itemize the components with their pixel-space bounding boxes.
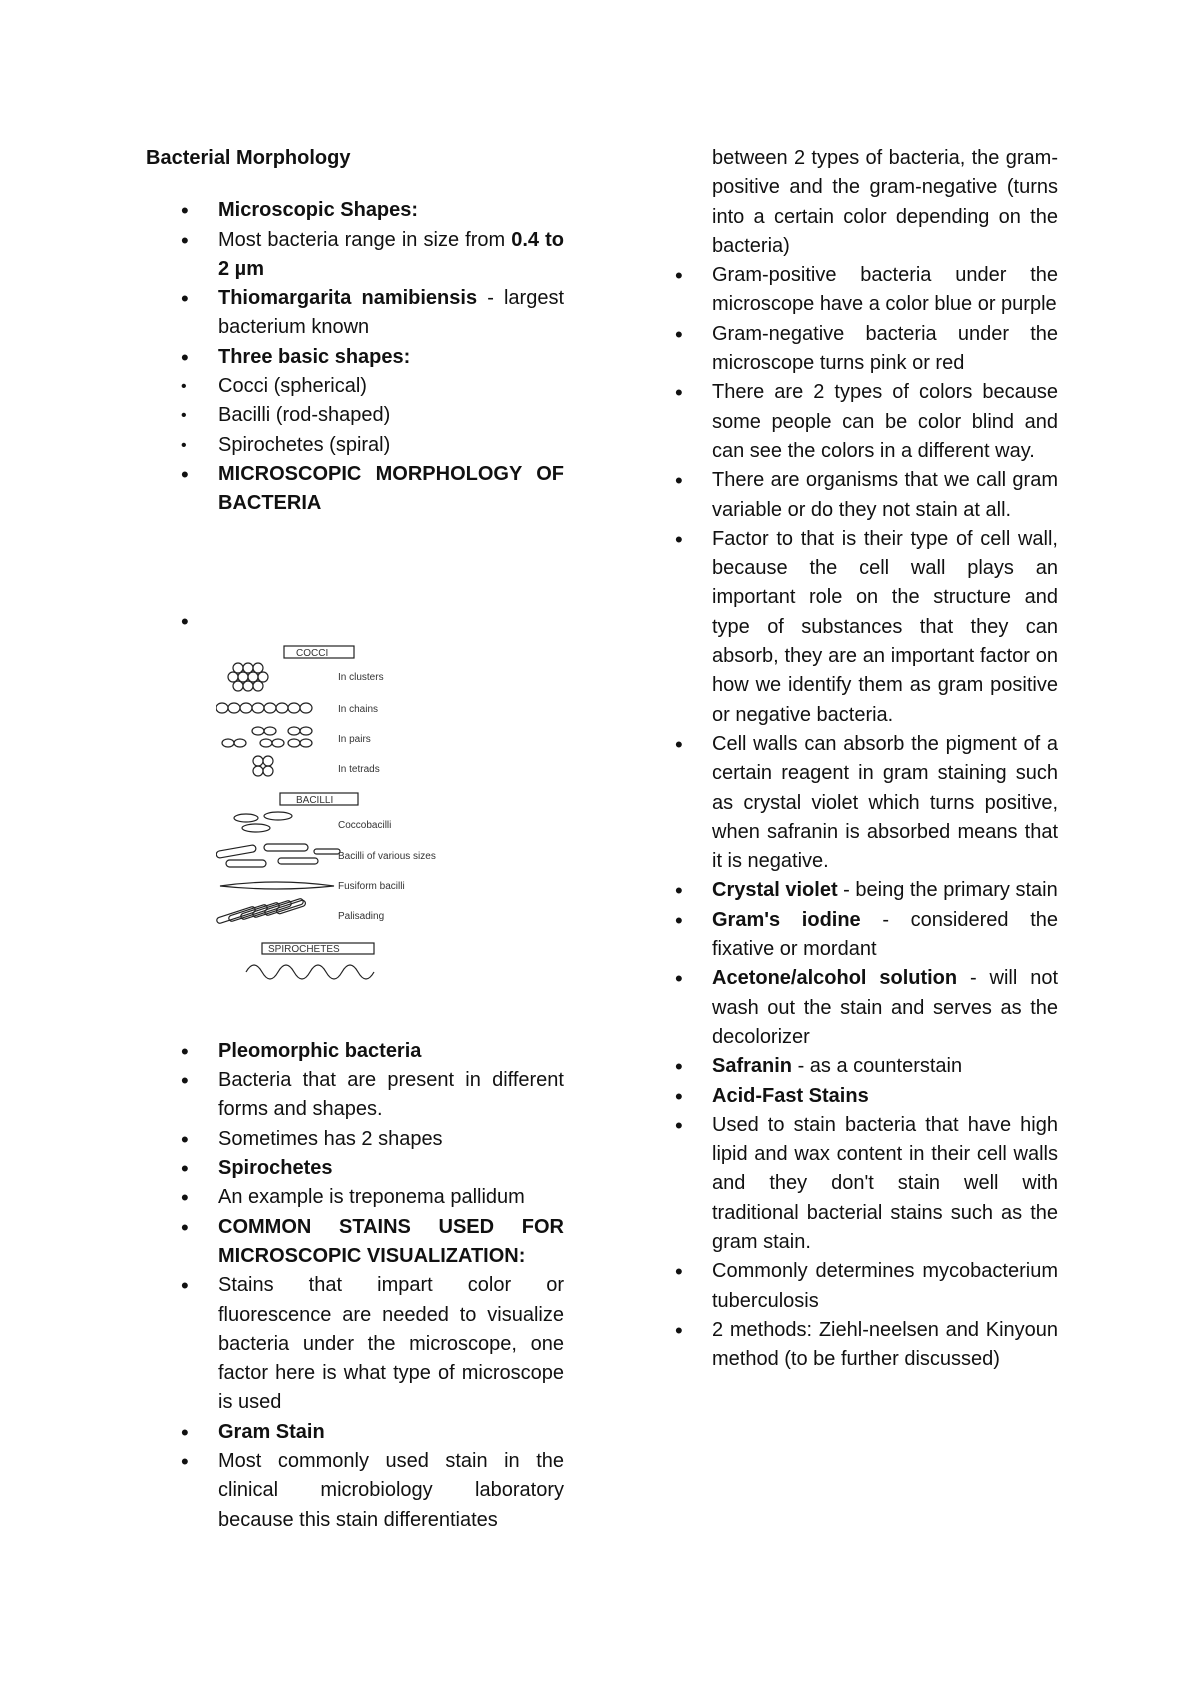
sub-list-item: • Bacilli (rod-shaped) xyxy=(146,401,564,430)
left-column xyxy=(146,144,564,1535)
list-item: • Crystal violet - being the primary stain xyxy=(640,876,1058,905)
list-item: • Safranin - as a counterstain xyxy=(640,1052,1058,1081)
cocci-tetrads-label: In tetrads xyxy=(338,763,380,775)
cocci-chains-label: In chains xyxy=(338,703,379,715)
palisading-illustration xyxy=(216,898,306,924)
fusiform-label: Fusiform bacilli xyxy=(338,880,405,892)
cocci-pairs-illustration xyxy=(222,727,312,747)
fusiform-illustration xyxy=(220,882,334,889)
cocci-chains-illustration xyxy=(216,703,312,713)
coccobacilli-illustration xyxy=(234,812,292,832)
coccobacilli-label: Coccobacilli xyxy=(338,819,392,831)
list-item: • There are 2 types of colors because some people can be color blind and can see the colors in a different way. xyxy=(640,378,1058,466)
bacilli-label: BACILLI xyxy=(296,794,334,806)
cocci-clusters-label: In clusters xyxy=(338,671,384,683)
list-item: • Stains that impart color or fluorescence are needed to visualize bacteria under the microscope, one factor here is what type of microscope is used xyxy=(146,1271,564,1417)
list-item: • Acetone/alcohol solution - will not wash out the stain and serves as the decolorizer xyxy=(640,964,1058,1052)
list-item: • Cell walls can absorb the pigment of a certain reagent in gram staining such as crystal violet which turns positive, when safranin is absorbed means that it is negative. xyxy=(640,730,1058,876)
left-list-continued xyxy=(146,1037,564,1535)
cocci-label: COCCI xyxy=(296,647,329,659)
list-item: • Microscopic Shapes: xyxy=(146,196,564,225)
list-item: • Gram-positive bacteria under the microscope have a color blue or purple xyxy=(640,261,1058,320)
list-item: • Most bacteria range in size from 0.4 to 2 µm xyxy=(146,226,564,285)
cocci-tetrads-illustration xyxy=(253,756,273,776)
bacilli-various-label: Bacilli of various sizes xyxy=(338,850,436,862)
list-item: • Sometimes has 2 shapes xyxy=(146,1125,564,1154)
list-item: • 2 methods: Ziehl-neelsen and Kinyoun method (to be further discussed) xyxy=(640,1316,1058,1375)
list-item: • Gram-negative bacteria under the microscope turns pink or red xyxy=(640,320,1058,379)
list-item: • Bacteria that are present in different forms and shapes. xyxy=(146,1066,564,1125)
list-item: • Commonly determines mycobacterium tuberculosis xyxy=(640,1257,1058,1316)
right-list xyxy=(640,144,1058,1374)
palisading-label: Palisading xyxy=(338,910,385,922)
list-item: • Used to stain bacteria that have high lipid and wax content in their cell walls and they don't stain well with traditional bacterial stains such as the gram stain. xyxy=(640,1111,1058,1257)
sub-list xyxy=(146,372,564,460)
list-item-continuation: between 2 types of bacteria, the gram-positive and the gram-negative (turns into a certain color depending on the bacteria) xyxy=(712,147,1058,257)
sub-list-item: • Spirochetes (spiral) xyxy=(146,431,564,460)
left-list xyxy=(146,196,564,635)
spirochetes-label: SPIROCHETES xyxy=(268,943,340,955)
list-item: • Thiomargarita namibiensis - largest bacterium known xyxy=(146,284,564,343)
list-item: • Gram Stain xyxy=(146,1418,564,1447)
list-item: • MICROSCOPIC MORPHOLOGY OF BACTERIA xyxy=(146,460,564,519)
cocci-clusters-illustration xyxy=(228,663,268,691)
list-item: • Most commonly used stain in the clinical microbiology laboratory because this stain differentiates xyxy=(146,1447,564,1535)
list-item: • An example is treponema pallidum xyxy=(146,1183,564,1212)
list-item: • Factor to that is their type of cell wall, because the cell wall plays an important role on the structure and type of substances that they can absorb, they are an important factor on how we identify them as gram positive or negative bacteria. xyxy=(640,525,1058,730)
bacilli-various-illustration xyxy=(216,844,340,867)
list-item: • Gram's iodine - considered the fixative or mordant xyxy=(640,906,1058,965)
spirochete-illustration xyxy=(246,965,374,979)
document-title: Bacterial Morphology xyxy=(146,147,351,169)
list-item: • Spirochetes xyxy=(146,1154,564,1183)
morphology-diagram xyxy=(216,642,516,1032)
list-item-empty xyxy=(146,607,564,636)
list-item: • COMMON STAINS USED FOR MICROSCOPIC VISUALIZATION: xyxy=(146,1213,564,1272)
list-item: • There are organisms that we call gram variable or do they not stain at all. xyxy=(640,466,1058,525)
right-column xyxy=(640,144,1058,1374)
list-item: • Pleomorphic bacteria xyxy=(146,1037,564,1066)
list-item: • Acid-Fast Stains xyxy=(640,1082,1058,1111)
cocci-pairs-label: In pairs xyxy=(338,733,371,745)
list-item: • Three basic shapes: • Cocci (spherical) • Bacilli (rod-shaped) • Spirochetes (spiral) xyxy=(146,343,564,460)
sub-list-item: • Cocci (spherical) xyxy=(146,372,564,401)
